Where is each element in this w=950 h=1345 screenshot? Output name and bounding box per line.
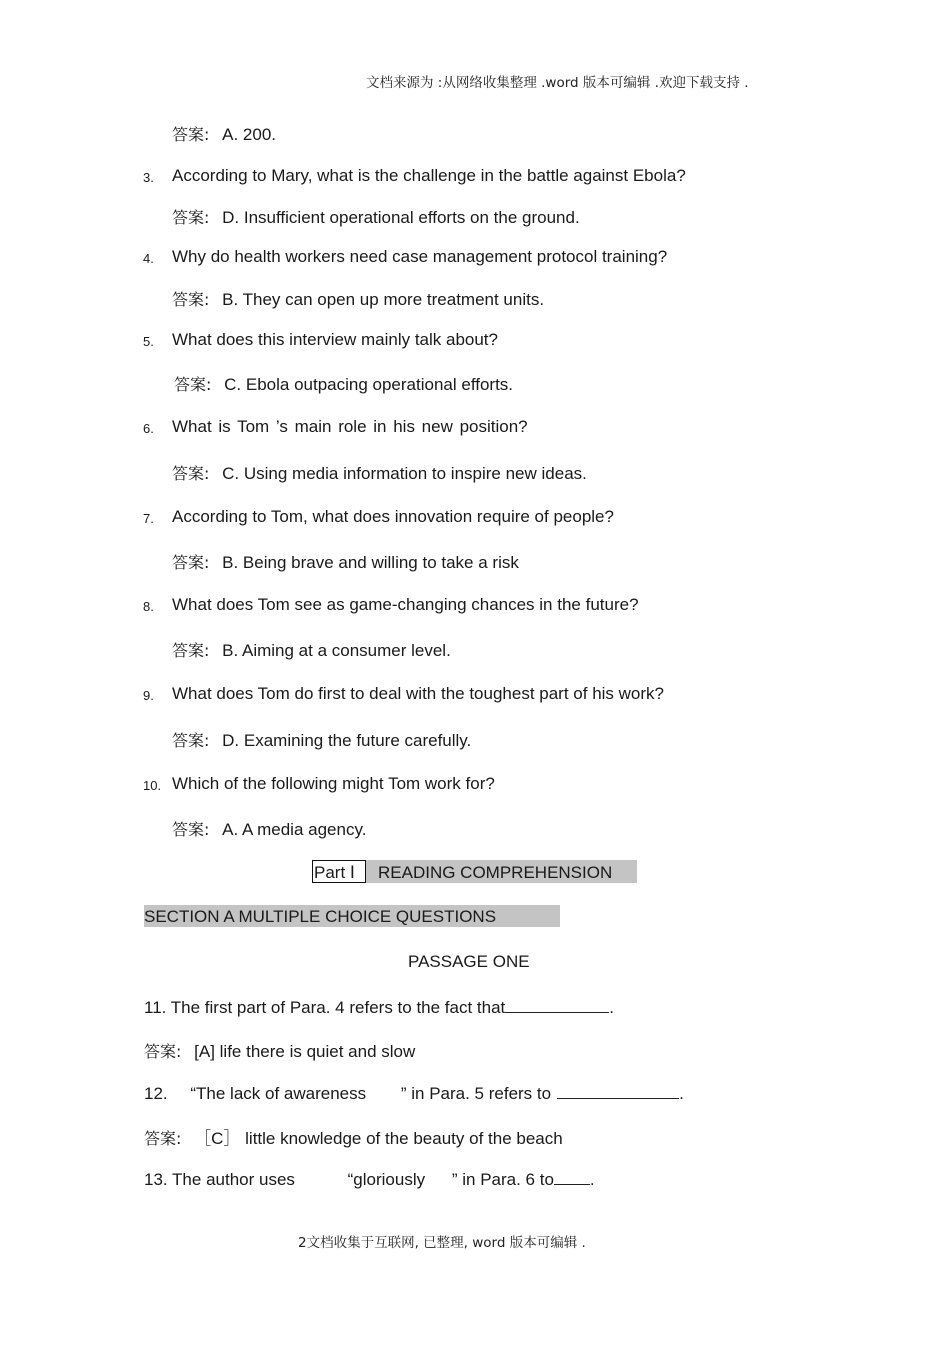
- answer-label: 答案:: [144, 1129, 182, 1148]
- answer-blank: [505, 996, 609, 1013]
- passage-title: PASSAGE ONE: [408, 952, 530, 971]
- answer-8: [172, 638, 451, 661]
- answer-text: ［C］ little knowledge of the beauty of the beach: [194, 1129, 563, 1148]
- question-number: 5.: [143, 334, 154, 349]
- page-footer: 2文档收集于互联网, 已整理, word 版本可编辑 .: [298, 1235, 586, 1251]
- answer-11: [144, 1039, 415, 1062]
- answer-label: 答案:: [172, 641, 210, 660]
- answer-6: [172, 461, 587, 484]
- part-title: READING COMPREHENSION: [378, 863, 613, 882]
- answer-label: 答案:: [172, 820, 210, 839]
- answer-text: D. Insufficient operational efforts on the ground.: [222, 208, 580, 227]
- question-12: [144, 1082, 684, 1104]
- answer-text: B. Being brave and willing to take a risk: [222, 553, 519, 572]
- question-number: 7.: [143, 511, 154, 526]
- answer-label: 答案:: [172, 290, 210, 309]
- question-5: What does this interview mainly talk about?: [172, 330, 498, 349]
- answer-blank: [554, 1168, 590, 1185]
- question-number: 6.: [143, 421, 154, 436]
- question-13: [144, 1168, 595, 1190]
- question-6: What is Tom ’s main role in his new position?: [172, 417, 528, 436]
- answer-label: 答案:: [172, 553, 210, 572]
- answer-7: [172, 550, 519, 573]
- answer-label: 答案:: [172, 125, 210, 144]
- question-tail: ” in Para. 6 to: [451, 1170, 554, 1189]
- question-end: .: [679, 1084, 684, 1103]
- question-end: .: [609, 998, 615, 1017]
- question-quote: “gloriously: [347, 1170, 426, 1189]
- part-label: Part Ⅰ: [314, 863, 355, 882]
- answer-text: A. 200.: [222, 125, 277, 144]
- question-end: .: [589, 1170, 595, 1189]
- answer-text: B. They can open up more treatment units.: [222, 290, 545, 309]
- answer-text: D. Examining the future carefully.: [222, 731, 472, 750]
- page-header: 文档来源为 :从网络收集整理 .word 版本可编辑 .欢迎下载支持 .: [366, 75, 749, 91]
- answer-label: 答案:: [172, 208, 210, 227]
- question-tail: ” in Para. 5 refers to: [400, 1084, 552, 1103]
- answer-9: [172, 728, 471, 751]
- answer-text: A. A media agency.: [222, 820, 367, 839]
- answer-label: 答案:: [174, 375, 212, 394]
- section-title: SECTION A MULTIPLE CHOICE QUESTIONS: [144, 907, 497, 926]
- question-9: What does Tom do first to deal with the toughest part of his work?: [172, 684, 664, 703]
- answer-12: [144, 1124, 563, 1149]
- question-4: Why do health workers need case management protocol training?: [172, 247, 668, 266]
- answer-3: [172, 205, 580, 228]
- question-number: 9.: [143, 688, 154, 703]
- answer-4: [172, 287, 544, 310]
- question-number: 10.: [143, 778, 162, 793]
- answer-label: 答案:: [172, 731, 210, 750]
- question-10: Which of the following might Tom work for?: [172, 774, 495, 793]
- answer-label: 答案:: [172, 464, 210, 483]
- answer-text: [A] life there is quiet and slow: [194, 1042, 416, 1061]
- answer-blank: [557, 1082, 679, 1099]
- question-3: According to Mary, what is the challenge in the battle against Ebola?: [172, 166, 686, 185]
- question-number: 3.: [143, 170, 154, 185]
- answer-text: C. Using media information to inspire new ideas.: [222, 464, 587, 483]
- question-text: 13. The author uses: [144, 1170, 295, 1189]
- question-number: 12.: [144, 1084, 168, 1103]
- answer-label: 答案:: [144, 1042, 182, 1061]
- answer-text: C. Ebola outpacing operational efforts.: [224, 375, 514, 394]
- question-11: [144, 996, 614, 1018]
- question-number: 4.: [143, 251, 154, 266]
- question-text: 11. The first part of Para. 4 refers to the fact that: [144, 998, 506, 1017]
- answer-text: B. Aiming at a consumer level.: [222, 641, 451, 660]
- answer-5: [174, 372, 513, 395]
- question-number: 8.: [143, 599, 154, 614]
- answer-2: [172, 122, 276, 145]
- question-7: According to Tom, what does innovation require of people?: [172, 507, 614, 526]
- question-quote: “The lack of awareness: [190, 1084, 367, 1103]
- question-8: What does Tom see as game-changing chances in the future?: [172, 595, 639, 614]
- answer-10: [172, 817, 366, 840]
